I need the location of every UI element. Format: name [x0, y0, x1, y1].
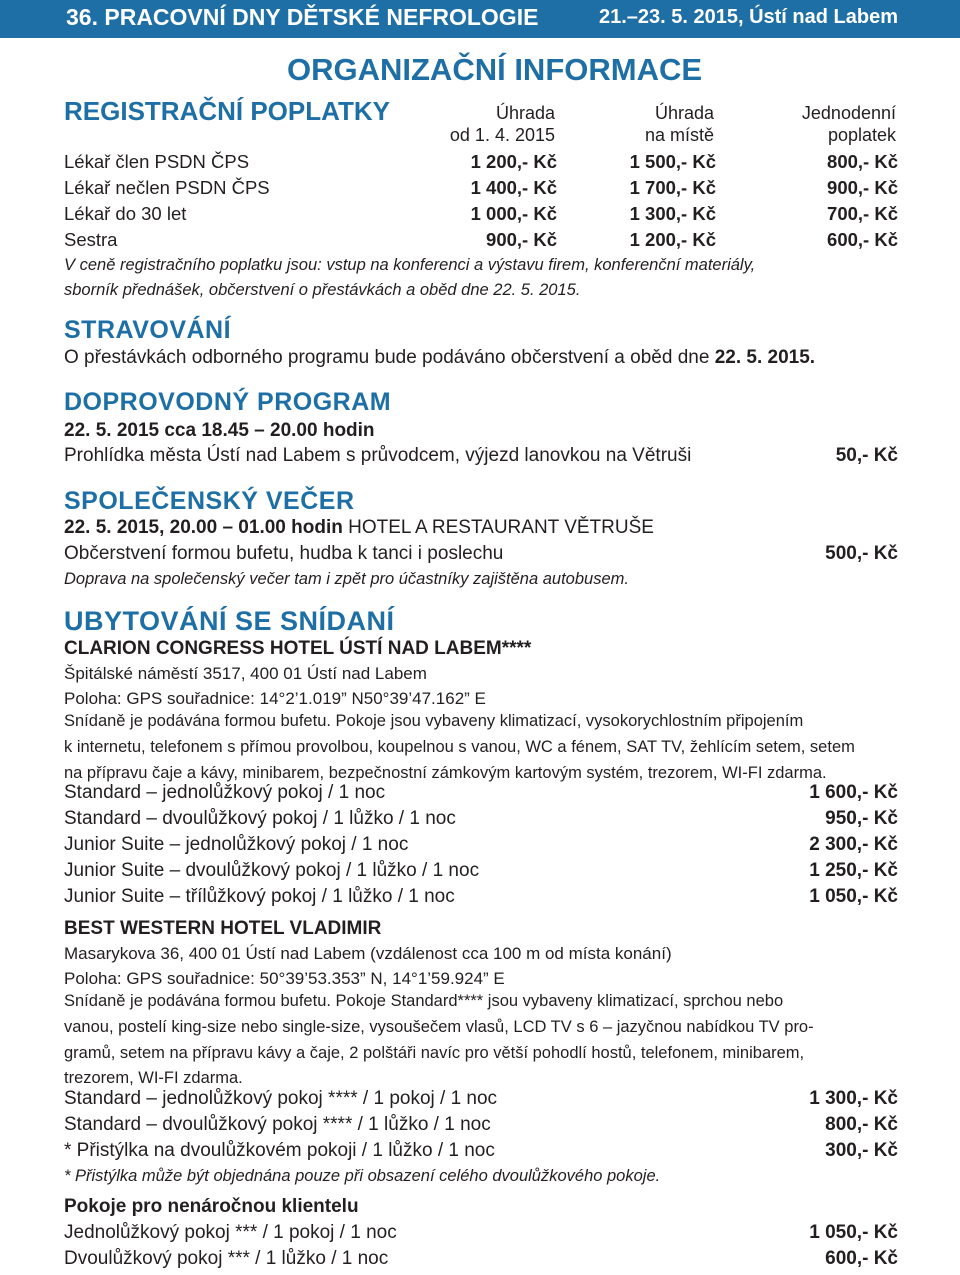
side-program-time: 22. 5. 2015 cca 18.45 – 20.00 hodin [64, 420, 375, 441]
room-price-row: Junior Suite – jednolůžkový pokoj / 1 noc 2 300,- Kč [64, 834, 898, 855]
hotel2-name: BEST WESTERN HOTEL VLADIMIR [64, 918, 382, 939]
room-price-row: Dvoulůžkový pokoj *** / 1 lůžko / 1 noc 600,- Kč [64, 1248, 898, 1269]
hotel1-address: Špitálské náměstí 3517, 400 01 Ústí nad Labem [64, 664, 427, 683]
column-header-onsite: Úhrada na místě [644, 103, 714, 145]
page-title: ORGANIZAČNÍ INFORMACE [287, 52, 703, 87]
registration-note: V ceně registračního poplatku jsou: vstup na konferenci a výstavu firem, konferenční materiály, sborník přednášek, občerstvení o přestávkách a oběd dne 22. 5. 2015. [64, 256, 756, 299]
column-header-oneday: Jednodenní poplatek [801, 103, 896, 145]
fee-row: Sestra 900,- Kč 1 200,- Kč 600,- Kč [64, 229, 898, 250]
room-price-row: Jednolůžkový pokoj *** / 1 pokoj / 1 noc 1 050,- Kč [64, 1222, 898, 1243]
room-price-row: Standard – jednolůžkový pokoj **** / 1 pokoj / 1 noc 1 300,- Kč [64, 1088, 898, 1109]
hotel2-address: Masarykova 36, 400 01 Ústí nad Labem (vzdálenost cca 100 m od místa konání) [64, 944, 672, 963]
header-banner [0, 0, 960, 38]
extra-bed-note: * Přistýlka může být objednána pouze při obsazení celého dvoulůžkového pokoje. [64, 1167, 661, 1185]
side-program-heading: DOPROVODNÝ PROGRAM [64, 388, 392, 416]
hotel2-gps: Poloha: GPS souřadnice: 50°39’53.353” N, 14°1’59.924” E [64, 969, 505, 988]
accommodation-heading: UBYTOVÁNÍ SE SNÍDANÍ [64, 606, 395, 636]
hotel1-gps: Poloha: GPS souřadnice: 14°2’1.019” N50°39’47.162” E [64, 689, 486, 708]
catering-text: O přestávkách odborného programu bude podáváno občerstvení a oběd dne 22. 5. 2015. [64, 347, 816, 368]
conference-date-place: 21.–23. 5. 2015, Ústí nad Labem [598, 6, 898, 28]
fee-row: Lékař nečlen PSDN ČPS 1 400,- Kč 1 700,- Kč 900,- Kč [64, 177, 898, 198]
column-header-early: Úhrada od 1. 4. 2015 [449, 103, 555, 145]
registration-heading: REGISTRAČNÍ POPLATKY [64, 96, 390, 126]
social-evening-time: 22. 5. 2015, 20.00 – 01.00 hodin HOTEL A RESTAURANT VĚTRUŠE [64, 517, 654, 538]
room-price-row: * Přistýlka na dvoulůžkovém pokoji / 1 lůžko / 1 noc 300,- Kč [64, 1140, 898, 1161]
room-price-row: Standard – dvoulůžkový pokoj **** / 1 lůžko / 1 noc 800,- Kč [64, 1114, 898, 1135]
room-price-row: Junior Suite – dvoulůžkový pokoj / 1 lůžko / 1 noc 1 250,- Kč [64, 860, 898, 881]
fee-row: Lékař člen PSDN ČPS 1 200,- Kč 1 500,- Kč 800,- Kč [64, 151, 898, 172]
room-price-row: Standard – dvoulůžkový pokoj / 1 lůžko / 1 noc 950,- Kč [64, 808, 898, 829]
catering-heading: STRAVOVÁNÍ [64, 316, 232, 344]
hotel2-description: Snídaně je podávána formou bufetu. Pokoje Standard**** jsou vybaveny klimatizací, sprchou nebo vanou, postelí king-size nebo single-size, vysoušečem vlasů, LCD TV s 6 – jazyčnou nabídkou TV pro- gramů, setem na přípravu kávy a čaje, 2 polštáři navíc pro větší pohodlí hostů, telefonem, minibarem, trezorem, WI-FI zdarma. [64, 992, 814, 1088]
social-evening-row: Občerstvení formou bufetu, hudba k tanci i poslechu 500,- Kč [64, 543, 898, 564]
room-price-row: Standard – jednolůžkový pokoj / 1 noc 1 600,- Kč [64, 782, 898, 803]
social-evening-heading: SPOLEČENSKÝ VEČER [64, 487, 355, 515]
conference-title: 36. PRACOVNÍ DNY DĚTSKÉ NEFROLOGIE [66, 4, 539, 30]
fee-row: Lékař do 30 let 1 000,- Kč 1 300,- Kč 700,- Kč [64, 203, 898, 224]
room-price-row: Junior Suite – třílůžkový pokoj / 1 lůžko / 1 noc 1 050,- Kč [64, 886, 898, 907]
side-program-row: Prohlídka města Ústí nad Labem s průvodcem, výjezd lanovkou na Větruši 50,- Kč [64, 445, 898, 466]
social-evening-note: Doprava na společenský večer tam i zpět pro účastníky zajištěna autobusem. [64, 570, 629, 588]
hotel1-name: CLARION CONGRESS HOTEL ÚSTÍ NAD LABEM**** [64, 638, 532, 659]
hotel1-description: Snídaně je podávána formou bufetu. Pokoje jsou vybaveny klimatizací, vysokorychlostním připojením k internetu, telefonem s přímou provolbou, koupelnou s vanou, WC a fénem, SAT TV, žehlícím setem, setem na přípravu čaje a kávy, minibarem, bezpečnostní zámkovým kartovým systém, trezorem, WI-FI zdarma. [64, 712, 855, 782]
budget-rooms-heading: Pokoje pro nenáročnou klientelu [64, 1196, 359, 1217]
